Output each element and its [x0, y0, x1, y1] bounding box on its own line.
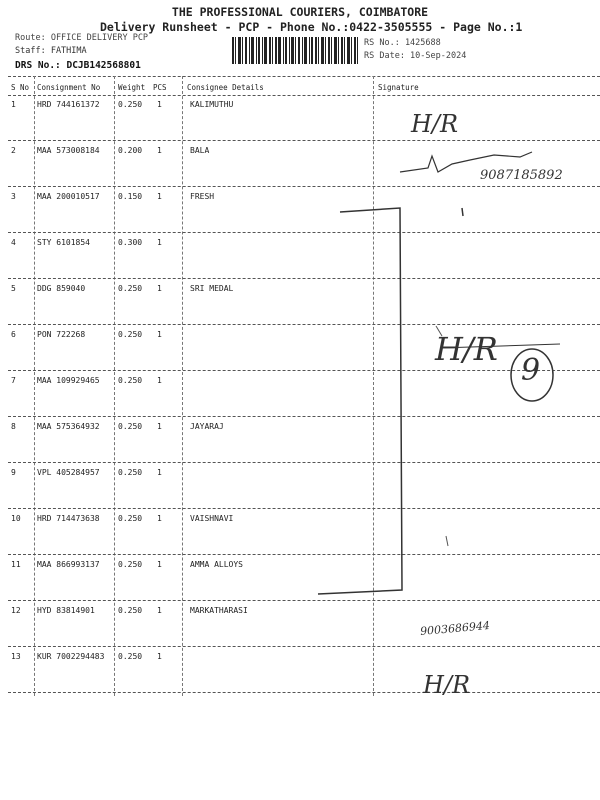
- weight: 0.250: [118, 514, 143, 523]
- handwritten-hr: H/R: [423, 671, 471, 699]
- consignment-no: HRD 714473638: [37, 514, 100, 523]
- column-header: Consignment No: [37, 83, 101, 92]
- consignee-name: AMMA ALLOYS: [190, 560, 243, 569]
- row-sno: 7: [11, 376, 16, 385]
- consignment-no: MAA 109929465: [37, 376, 100, 385]
- row-sno: 10: [11, 514, 21, 523]
- rs-date: RS Date: 10-Sep-2024: [364, 51, 467, 61]
- weight: 0.250: [118, 376, 143, 385]
- consignee-name: FRESH: [190, 192, 215, 201]
- pcs: 1: [157, 514, 162, 523]
- handwritten-hr: H/R: [411, 110, 459, 138]
- consignment-no: MAA 575364932: [37, 422, 100, 431]
- weight: 0.250: [118, 330, 143, 339]
- pcs: 1: [157, 468, 162, 477]
- consignment-no: DDG 859040: [37, 284, 86, 293]
- handwritten-count: 9: [521, 353, 541, 388]
- column-header: Signature: [378, 83, 419, 92]
- consignment-no: MAA 573008184: [37, 146, 100, 155]
- row-sno: 4: [11, 238, 16, 247]
- handwritten-hr: H/R: [435, 330, 498, 368]
- row-sno: 9: [11, 468, 16, 477]
- pcs: 1: [157, 376, 162, 385]
- row-sno: 2: [11, 146, 16, 155]
- row-sno: 12: [11, 606, 21, 615]
- row-sno: 8: [11, 422, 16, 431]
- consignee-name: BALA: [190, 146, 210, 155]
- pcs: 1: [157, 652, 162, 661]
- pcs: 1: [157, 100, 162, 109]
- pcs: 1: [157, 284, 162, 293]
- consignment-no: STY 6101854: [37, 238, 90, 247]
- pcs: 1: [157, 560, 162, 569]
- weight: 0.250: [118, 422, 143, 431]
- column-header: S No: [11, 83, 30, 92]
- column-header: Weight: [118, 83, 146, 92]
- consignee-name: JAYARAJ: [190, 422, 224, 431]
- row-sno: 13: [11, 652, 21, 661]
- row-sno: 11: [11, 560, 21, 569]
- pcs: 1: [157, 422, 162, 431]
- weight: 0.300: [118, 238, 143, 247]
- staff-label: Staff: FATHIMA: [15, 46, 87, 56]
- weight: 0.150: [118, 192, 143, 201]
- drs-number: DRS No.: DCJB142568801: [15, 60, 141, 71]
- weight: 0.250: [118, 560, 143, 569]
- consignee-name: KALIMUTHU: [190, 100, 234, 109]
- row-sno: 1: [11, 100, 16, 109]
- pcs: 1: [157, 238, 162, 247]
- pcs: 1: [157, 330, 162, 339]
- pcs: 1: [157, 606, 162, 615]
- consignment-no: MAA 200010517: [37, 192, 100, 201]
- pcs: 1: [157, 146, 162, 155]
- handwritten-phone: 9087185892: [480, 168, 563, 183]
- weight: 0.250: [118, 284, 143, 293]
- weight: 0.250: [118, 606, 143, 615]
- consignment-no: PON 722268: [37, 330, 86, 339]
- consignee-name: SRI MEDAL: [190, 284, 234, 293]
- consignment-no: MAA 866993137: [37, 560, 100, 569]
- row-sno: 3: [11, 192, 16, 201]
- consignee-name: VAISHNAVI: [190, 514, 234, 523]
- route-label: Route: OFFICE DELIVERY PCP: [15, 33, 149, 43]
- row-sno: 5: [11, 284, 16, 293]
- consignment-no: KUR 7002294483: [37, 652, 105, 661]
- weight: 0.200: [118, 146, 143, 155]
- runsheet-title: Delivery Runsheet - PCP - Phone No.:0422-3505555 - Page No.:1: [100, 20, 523, 34]
- pcs: 1: [157, 192, 162, 201]
- consignment-no: HYD 83814901: [37, 606, 95, 615]
- rs-number: RS No.: 1425688: [364, 38, 441, 48]
- consignment-no: VPL 405284957: [37, 468, 100, 477]
- consignment-no: HRD 744161372: [37, 100, 100, 109]
- consignee-name: MARKATHARASI: [190, 606, 248, 615]
- tick-stroke: [462, 208, 463, 216]
- column-header: Consignee Details: [187, 83, 264, 92]
- column-header: PCS: [153, 83, 167, 92]
- company-name: THE PROFESSIONAL COURIERS, COIMBATORE: [171, 5, 429, 19]
- handwritten-phone: 9003686944: [419, 618, 491, 639]
- bracket-stroke: [318, 208, 402, 594]
- weight: 0.250: [118, 652, 143, 661]
- tick-stroke: [446, 536, 448, 546]
- row-sno: 6: [11, 330, 16, 339]
- weight: 0.250: [118, 468, 143, 477]
- weight: 0.250: [118, 100, 143, 109]
